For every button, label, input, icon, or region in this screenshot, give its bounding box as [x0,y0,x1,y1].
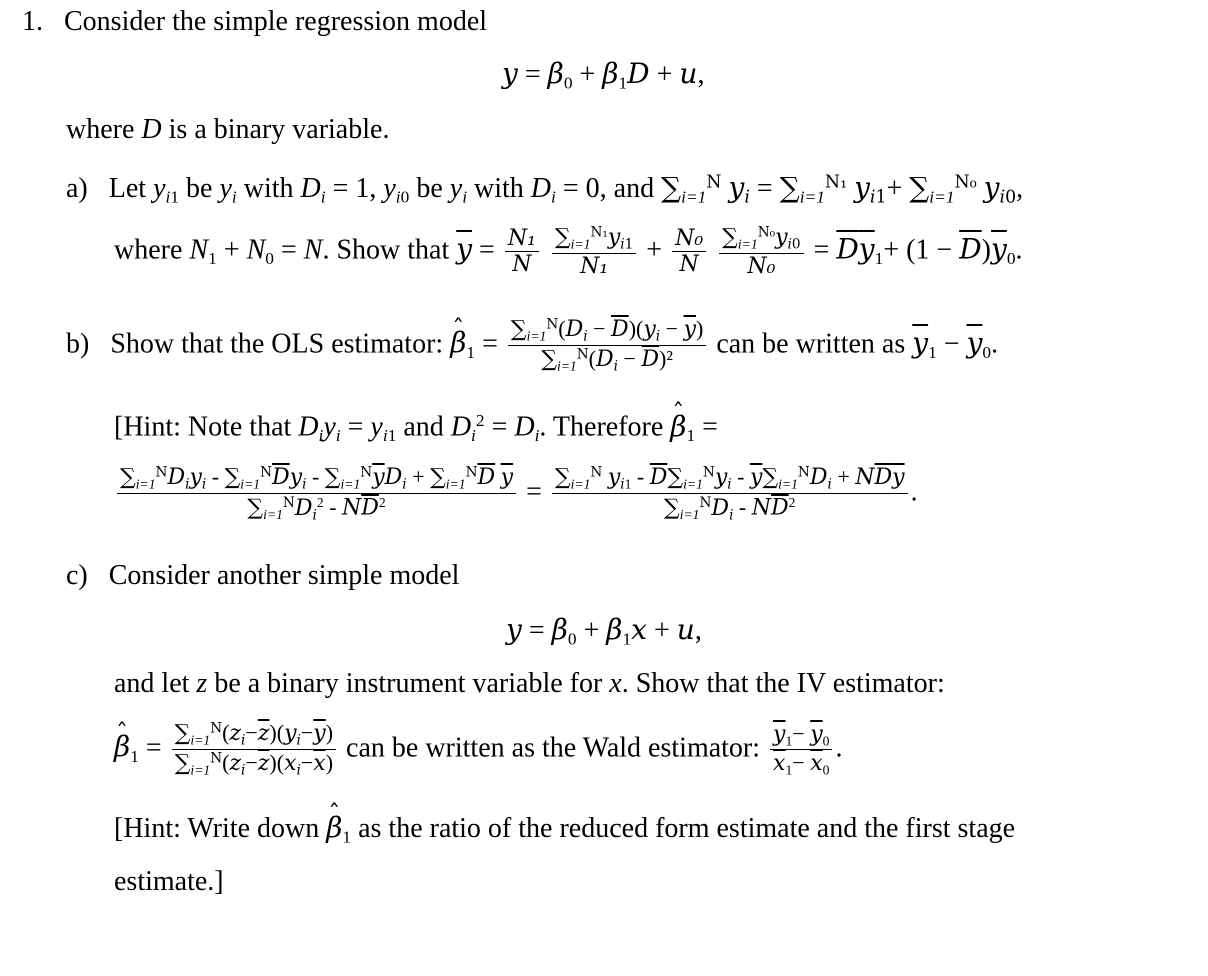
model-equation-2: $y = \beta_0 + \beta_1x + u$, [506,613,702,649]
model-equation-1: $y = \beta_0 + \beta_1D + u$, [502,57,705,93]
problem-heading: 1. Consider the simple regression model [22,6,488,37]
part-c-hint-line1: [Hint: Write down ˆ $\beta_1$ as the ratio of the reduced form estimate and the first stage [114,814,1015,846]
part-b-statement: b) Show that the OLS estimator: ˆ $\beta_1$ = $\frac{\sum i=1^N(Di - \overline{D})(yi - \overline{y})}{\sum i=1^N(Di - \overline{D})^2}$ can be written as $\overline{y}_1 - \overline{y}_0$. [66,318,998,374]
binary-note: where D is a binary variable. [66,114,390,145]
part-b-hint: [Hint: Note that Diyi = $yi_1$ and $Di^2 = Di$. Therefore ˆ $\beta_1$ = [114,412,718,444]
part-b-hint-equation: $\frac{\sum i=1^NDiyi - \sum i=1^N\overline{D}yi - \sum i=1^N\overline{y}Di + \sum i=1^N\overline{D} \overline{y}}{\sum i=1^NDi^2 - N\overline{D}^2}$ = $\frac{\sum i=1^N yi_1 - \overline{D}\sum i=1^Nyi - \overline{y}\sum i=1^NDi + N\overline{D}\overline{y}}{\sum i=1^NDi - N\overline{D}^2}$ . [114,466,918,523]
part-c-instrument: and let z be a binary instrument variable for x. Show that the IV estimator: [114,668,945,699]
part-c-intro: c) Consider another simple model [66,560,460,591]
part-a-statement: a) Let $yi_1$ be yi with Di = 1, $yi_0$ be yi with Di = 0, and $\sum i=1^N$ yi = $\sum i=1^{N_1}$ $yi_1+ \sum i=1^{N_0}$ $yi_0$, [66,171,1024,208]
part-c-iv-estimator: ˆ $\beta_1$ = $\frac{\sum i=1^N(zi-\overline{z})(yi-\overline{y})}{\sum i=1^N(zi-\overline{z})(xi-\overline{x})}$ can be written as the Wald estimator: $\frac{\overline{y}_1- \overline{y}_0}{\overline{x}_1- \overline{x}_0}$ . [114,722,842,778]
part-c-hint-line2: estimate.] [114,866,224,897]
part-a-show: where $N_1 + N_0 = N$. Show that $\overline{y}$ = $\frac{\text{N₁}}{N}$ $\frac{\sum i=1^{N_1}yi_1}{\text{N₁}}$ + $\frac{\text{N₀}}{N}$ $\frac{\sum i=1^{N_0}yi_0}{\text{N₀}}$ = $\overline{D}\overline{y}_1+ (1 - \overline{D})\overline{y}_0$. [114,224,1023,279]
